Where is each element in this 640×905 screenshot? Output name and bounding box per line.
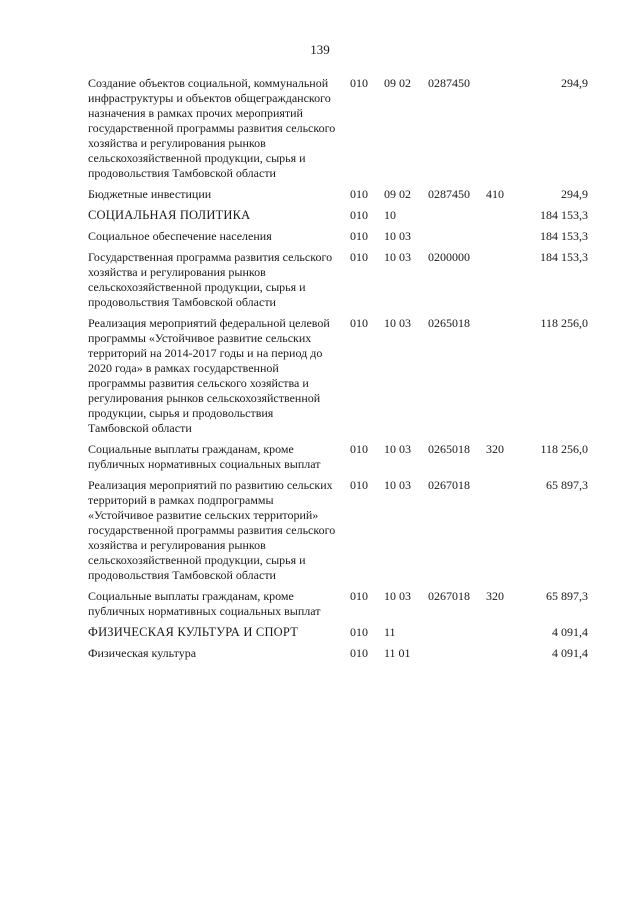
table-row <box>88 229 588 244</box>
ministry-code: 010 <box>350 625 368 639</box>
amount: 65 897,3 <box>546 478 588 492</box>
row-name: Государственная программа развития сельского хозяйства и регулирования рынков сельскохозяйственной продукции, сырья и продовольствия Тамбовской области <box>88 250 333 309</box>
table-row <box>88 187 588 202</box>
amount: 118 256,0 <box>540 442 588 456</box>
section-code: 10 03 <box>384 229 411 243</box>
row-name: СОЦИАЛЬНАЯ ПОЛИТИКА <box>88 208 251 222</box>
budget-table <box>88 76 588 667</box>
target-code: 0287450 <box>428 187 470 201</box>
amount: 4 091,4 <box>552 625 588 639</box>
amount: 184 153,3 <box>540 250 588 264</box>
table-row-section <box>88 625 588 640</box>
section-code: 10 03 <box>384 589 411 603</box>
ministry-code: 010 <box>350 442 368 456</box>
table-row <box>88 76 588 181</box>
amount: 294,9 <box>561 187 588 201</box>
section-code: 10 03 <box>384 442 411 456</box>
page-number: 139 <box>310 42 330 57</box>
table-row <box>88 646 588 661</box>
section-code: 10 03 <box>384 250 411 264</box>
ministry-code: 010 <box>350 208 368 222</box>
ministry-code: 010 <box>350 229 368 243</box>
amount: 184 153,3 <box>540 229 588 243</box>
row-name: Бюджетные инвестиции <box>88 187 212 201</box>
ministry-code: 010 <box>350 250 368 264</box>
ministry-code: 010 <box>350 646 368 660</box>
row-name: ФИЗИЧЕСКАЯ КУЛЬТУРА И СПОРТ <box>88 625 299 639</box>
section-code: 09 02 <box>384 187 411 201</box>
target-code: 0267018 <box>428 478 470 492</box>
section-code: 11 <box>384 625 396 639</box>
ministry-code: 010 <box>350 187 368 201</box>
target-code: 0265018 <box>428 316 470 330</box>
section-code: 09 02 <box>384 76 411 90</box>
row-name: Создание объектов социальной, коммунальной инфраструктуры и объектов общегражданского назначения в рамках прочих мероприятий государственной программы развития сельского хозяйства и регулирования рынков сельскохозяйственной продукции, сырья и продовольствия Тамбовской области <box>88 76 336 180</box>
target-code: 0200000 <box>428 250 470 264</box>
amount: 118 256,0 <box>540 316 588 330</box>
table-row-section <box>88 208 588 223</box>
amount: 4 091,4 <box>552 646 588 660</box>
row-name: Социальные выплаты гражданам, кроме публичных нормативных социальных выплат <box>88 589 321 618</box>
ministry-code: 010 <box>350 316 368 330</box>
target-code: 0267018 <box>428 589 470 603</box>
section-code: 10 03 <box>384 316 411 330</box>
row-name: Реализация мероприятий федеральной целевой программы «Устойчивое развитие сельских территорий на 2014-2017 годы и на период до 2020 года» в рамках государственной программы развития сельского хозяйства и регулирования рынков сельскохозяйственной продукции, сырья и продовольствия Тамбовской области <box>88 316 330 435</box>
amount: 184 153,3 <box>540 208 588 222</box>
expense-type-code: 410 <box>486 187 504 201</box>
table-row <box>88 589 588 619</box>
amount: 294,9 <box>561 76 588 90</box>
row-name: Социальное обеспечение населения <box>88 229 272 243</box>
table-row <box>88 442 588 472</box>
row-name: Социальные выплаты гражданам, кроме публичных нормативных социальных выплат <box>88 442 321 471</box>
section-code: 11 01 <box>384 646 411 660</box>
section-code: 10 <box>384 208 396 222</box>
expense-type-code: 320 <box>486 589 504 603</box>
amount: 65 897,3 <box>546 589 588 603</box>
table-row <box>88 478 588 583</box>
ministry-code: 010 <box>350 76 368 90</box>
ministry-code: 010 <box>350 478 368 492</box>
section-code: 10 03 <box>384 478 411 492</box>
target-code: 0265018 <box>428 442 470 456</box>
ministry-code: 010 <box>350 589 368 603</box>
expense-type-code: 320 <box>486 442 504 456</box>
table-row <box>88 250 588 310</box>
row-name: Физическая культура <box>88 646 197 660</box>
row-name: Реализация мероприятий по развитию сельских территорий в рамках подпрограммы «Устойчивое развитие сельских территорий» государственной программы развития сельского хозяйства и регулирования рынков сельскохозяйственной продукции, сырья и продовольствия Тамбовской области <box>88 478 336 582</box>
target-code: 0287450 <box>428 76 470 90</box>
table-row <box>88 316 588 436</box>
